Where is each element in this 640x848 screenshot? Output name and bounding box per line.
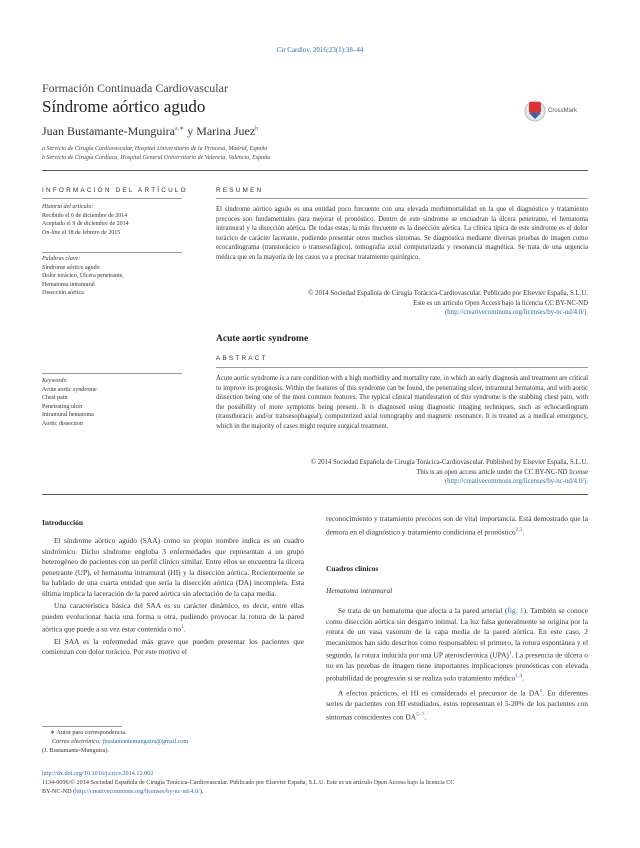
keywords-label: Palabras clave: <box>42 256 81 262</box>
copyright-line: 1134-0096/© 2014 Sociedad Española de Cirugía Torácica-Cardiovascular. Publicado por Elsevier España, S.L.U. Este es un artículo Open Access bajo la licencia CC <box>42 779 455 786</box>
abstract-heading: ABSTRACT <box>216 355 268 362</box>
footnote-name: (J. Bustamante-Munguira). <box>42 747 109 754</box>
article-section: Formación Continuada Cardiovascular <box>42 81 228 95</box>
paragraph: Una característica básica del SAA es su carácter dinámico, es decir, entre ellas pueden evolucionar hacia una forma u otra, pudiendo provocar la rotura de la pared aórtica que puede a su vez estar contenida o $no^1$. <box>42 601 304 634</box>
crossmark-label: CrossMark <box>548 108 578 114</box>
abstract-divider <box>216 367 588 368</box>
email-label: Correo electrónico: <box>52 738 102 745</box>
history-label: Historia del artículo: <box>42 204 94 210</box>
abstract-bottom-divider <box>42 494 588 495</box>
copyright-line-2: BY-NC-ND (http://creativecommons.org/licenses/by-nc-nd/4.0/). <box>42 788 204 795</box>
hematoma-heading: Hematoma intramural <box>326 586 393 595</box>
footnote-divider <box>42 726 122 727</box>
keywords-en <box>42 377 192 429</box>
affiliations <box>42 145 270 163</box>
keyword: Aortic dissection <box>42 420 83 427</box>
resumen-heading: RESUMEN <box>216 187 264 194</box>
citation-link[interactable]: 1 <box>508 650 512 656</box>
keywords-es <box>42 255 192 298</box>
keyword: Dolor torácico, Úlcera penetrante, <box>42 273 124 280</box>
accepted-date: Aceptado el 9 de diciembre de 2014 <box>42 221 129 228</box>
keywords-en-label: Keywords: <box>42 378 68 384</box>
footnote-star: ∗ Autor para correspondencia. <box>50 729 127 736</box>
keyword: Acute aortic syndrome <box>42 386 97 393</box>
citation-link[interactable]: 1,4 <box>515 673 523 680</box>
hematoma-text <box>326 606 588 723</box>
abstract-license-line2: This is an open access article under the CC BY-NC-ND license <box>416 468 588 476</box>
cuadros-heading: Cuadros clínicos <box>326 564 379 573</box>
resumen-license-line2: Este es un artículo Open Access bajo la licencia CC BY-NC-ND <box>413 299 588 307</box>
affiliation-b: b Servicio de Cirugía Cardíaca, Hospital General Universitario de Valencia, Valencia, España <box>42 155 271 161</box>
keyword: Intramural hematoma <box>42 412 94 419</box>
paragraph: El síndrome aórtico agudo (SAA) como su propio nombre indica es un cuadro sindrómico. Dicho síndrome engloba 3 enfermedades que representan a un grupo heterogéneo de pacientes con un perfil clínico similar. Entre ellos se encuentra la úlcera penetrante (UP), el hematoma intramural (HI) y la disección aórtica. Recientemente se ha hablado de una cuarta entidad que sería la disección aórtica (DA) incompleta. Esta última implica la laceración de la pared aórtica sin afectación de la capa media. <box>42 536 304 598</box>
citation-link[interactable]: 5–7 <box>416 711 425 718</box>
abstract-text: Acute aortic syndrome is a rare condition with a high morbidity and mortality rate, in which an early diagnosis and treatment are critical to improve its prognosis. Within the features of this syndrome can be found, the penetrating ulcer, intramural hematoma, and with aortic dissection being one of the most common features. The typical clinical manifestation of this syndrome is the stabbing chest pain, with the possibility of more symptoms being present. It is diagnosed using diagnostic imaging techniques, such as echocardiogram (transthoracic and/or transesophageal), computerized axial tomography and magnetic resonance. It is treated as a medical emergency, which in the majority of cases might require surgical treatment. <box>216 375 588 430</box>
body-left-column <box>42 536 304 658</box>
authors <box>42 124 258 139</box>
crossmark-icon <box>524 99 546 125</box>
resumen-text: El síndrome aórtico agudo es una entidad poco frecuente con una elevada morbimortalidad en la que el diagnóstico y tratamiento precoces son fundamentales para mejorar el pronóstico. Dentro de este síndrome se encuadran la úlcera penetrante, el hematoma intramural y la disección aórtica. De todas estas, la más frecuente es la disección aórtica. La clínica típica de este síndrome es el dolor torácico de carácter lacerante, pudiendo presentar otros muchos síntomas. Se diagnostica mediante diversas pruebas de imagen como ecocardiograma (transtorácico o transesofágico), tomografía axial computarizada y resonancia magnética. Se trata de una urgencia médica que en la mayoría de los casos va a precisar tratamiento quirúrgico. <box>216 206 588 261</box>
keyword: Penetrating ulcer <box>42 403 83 410</box>
article-info-heading: INFORMACIÓN DEL ARTÍCULO <box>42 187 188 194</box>
intro-heading: Introducción <box>42 518 83 527</box>
article-history <box>42 203 192 237</box>
abstract-license <box>216 458 588 487</box>
citation-link[interactable]: 1 <box>180 624 184 630</box>
author-1: Juan Bustamante-Munguira <box>42 124 175 138</box>
info-divider-1 <box>42 198 182 199</box>
abstract-license-line1: © 2014 Sociedad Española de Cirugía Torácica-Cardiovascular. Published by Elsevier España, S.L.U. <box>310 459 588 466</box>
article-title: Síndrome aórtico agudo <box>42 97 206 116</box>
affiliation-a: a Servicio de Cirugía Cardiovascular, Hospital Universitario de la Princesa, Madrid, España <box>42 146 268 152</box>
paragraph: A efectos prácticos, el HI es considerado el precursor de la $DA^1$. En diferentes series de pacientes con HI estudiados, estos representan el 5-20% de los pacientes con síntomas coincidentes con DA$^{5-7}$. <box>326 688 588 722</box>
keyword: Disección aórtica <box>42 290 84 297</box>
footnote <box>42 728 312 755</box>
author-2-sup[interactable]: b <box>255 126 259 132</box>
email-link[interactable]: jbustamantemunguira@gmail.com <box>102 738 189 745</box>
top-divider <box>42 170 588 171</box>
english-title: Acute aortic syndrome <box>216 334 309 344</box>
abstract-license-link[interactable]: (http://creativecommons.org/licenses/by-nc-nd/4.0/). <box>444 478 588 486</box>
figure-link[interactable]: fig. 1 <box>507 606 524 615</box>
paragraph: reconocimiento y tratamiento precoces son de vital importancia. Está demostrado que la demora en el diagnóstico y tratamiento condiciona el pronóstico$^{2,3}$. <box>326 514 588 536</box>
citation-link[interactable]: 1 <box>539 688 543 695</box>
keyword: Chest pain <box>42 395 68 402</box>
paragraph: Se trata de un hematoma que afecta a la pared arterial (fig. 1). También se conoce como disección aórtica sin desgarro intimal. La luz falsa generalmente se origina por la rotura de un vasa vasorum de la capa media de la pared aórtica. En este caso, 2 mecanismos han sido descritos como responsables: el primero, la rotura espontánea y el segundo, la rotura inducida por una UP aterosclerótica (UPA)$^1$. La presencia de úlcera o no en las pruebas de imagen tiene importantes implicaciones pronósticas con elevada probabilidad de progresión si se realiza solo tratamiento médico$^{1,4}$. <box>326 606 588 683</box>
resumen-divider <box>216 198 588 199</box>
info-divider-2 <box>42 252 182 253</box>
authors-join: y Marina Juez <box>184 124 256 138</box>
footer-license-link[interactable]: http://creativecommons.org/licenses/by-nc-nd/4.0/ <box>75 788 200 795</box>
online-date: On-line el 18 de febrero de 2015 <box>42 229 121 236</box>
keyword: Síndrome aórtico agudo <box>42 264 100 271</box>
doi-link[interactable]: http://dx.doi.org/10.1016/j.circv.2014.12.002 <box>42 770 154 777</box>
received-date: Recibido el 6 de diciembre de 2014 <box>42 212 128 219</box>
journal-reference[interactable]: Cir Cardiov. 2016;23(1):38–44 <box>276 46 364 54</box>
resumen-license-link[interactable]: (http://creativecommons.org/licenses/by-nc-nd/4.0/). <box>444 309 588 317</box>
crossmark-badge[interactable] <box>524 99 602 125</box>
body-right-column <box>326 514 588 537</box>
author-1-sup[interactable]: a,∗ <box>174 126 185 132</box>
paragraph: El SAA es la enfermedad más grave que pueden presentar los pacientes que comienzan con dolor torácico. Por este motivo el <box>42 636 304 657</box>
citation-link[interactable]: 2,3 <box>515 526 523 533</box>
info-divider-3 <box>42 373 182 374</box>
keyword: Hematoma intramural <box>42 281 95 288</box>
resumen-license-line1: © 2014 Sociedad Española de Cirugía Torácica-Cardiovascular. Publicado por Elsevier España, S.L.U. <box>308 290 588 297</box>
page-footer <box>42 769 588 796</box>
resumen-license <box>216 289 588 318</box>
